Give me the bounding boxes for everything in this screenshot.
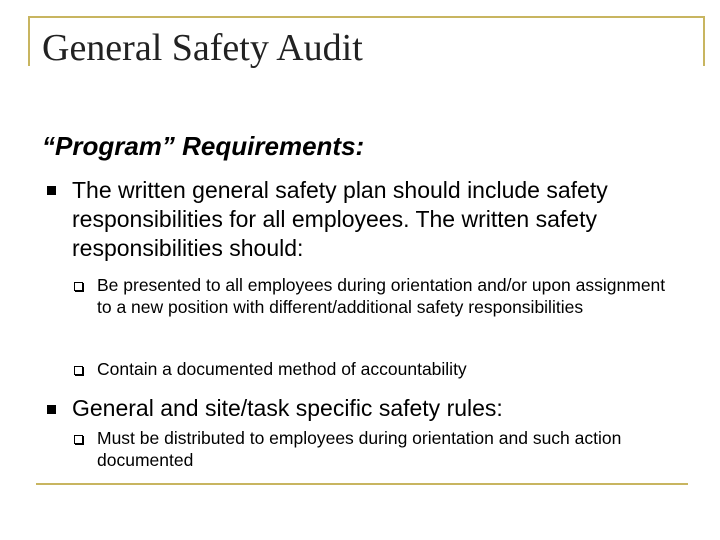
bottom-rule — [36, 483, 688, 485]
subitem-presented: Be presented to all employees during orientation and/or upon assignment to a new position with different/additional safety responsibilities — [97, 275, 666, 317]
left-rule — [28, 16, 30, 66]
subitem-accountability: Contain a documented method of accountability — [97, 359, 467, 379]
bullet-item-rules: General and site/task specific safety rules: — [72, 395, 503, 421]
section-heading: “Program” Requirements: — [42, 131, 365, 161]
slide-title: General Safety Audit — [42, 27, 363, 69]
subitem-distributed: Must be distributed to employees during orientation and such action documented — [97, 428, 622, 470]
hollow-square-bullet-icon — [74, 435, 83, 444]
hollow-square-bullet-icon — [74, 366, 83, 375]
right-rule — [703, 16, 705, 66]
top-rule — [28, 16, 704, 18]
hollow-square-bullet-icon — [74, 282, 83, 291]
bullet-item-plan: The written general safety plan should include safety responsibilities for all employees. The written safety responsibilities should: — [72, 177, 608, 261]
filled-square-bullet-icon — [47, 186, 56, 195]
filled-square-bullet-icon — [47, 405, 56, 414]
